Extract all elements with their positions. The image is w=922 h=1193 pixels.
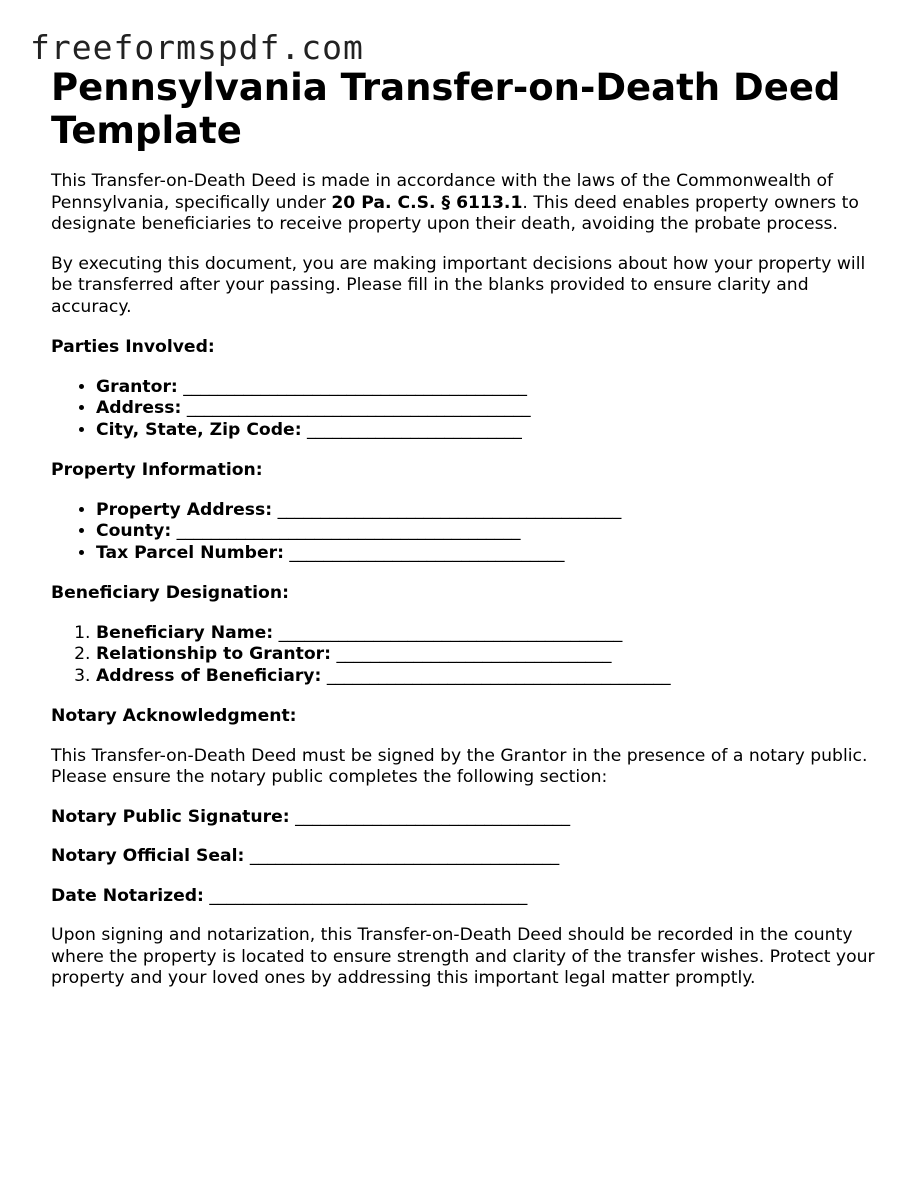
tax-parcel-number-field[interactable] <box>96 543 881 565</box>
blank-line[interactable]: ____________________________________ <box>249 846 560 866</box>
parties-list <box>51 377 881 442</box>
document-title: Pennsylvania Transfer-on-Death Deed Template <box>51 66 841 152</box>
property-list <box>51 500 881 565</box>
property-address-field[interactable] <box>96 500 881 522</box>
field-label: Address of Beneficiary: <box>96 665 322 686</box>
notary-instructions: This Transfer-on-Death Deed must be signed by the Grantor in the presence of a notary public. Please ensure the notary public completes the following section: <box>51 745 868 787</box>
field-label: Notary Official Seal: <box>51 846 245 866</box>
field-label: Address: <box>96 398 182 418</box>
document-body <box>51 66 881 990</box>
field-label: City, State, Zip Code: <box>96 419 302 440</box>
notary-signature-field[interactable] <box>51 807 881 829</box>
blank-line[interactable]: ________________________________________ <box>277 499 622 520</box>
county-field[interactable] <box>96 521 881 543</box>
blank-line[interactable]: _____________________________________ <box>209 885 528 906</box>
blank-line[interactable]: ________________________________________ <box>176 521 521 541</box>
intro-text-before: This Transfer-on-Death Deed is made in accordance with the laws of the Commonwealth of Pennsylvania, specifically under <box>51 171 834 213</box>
field-label: Beneficiary Name: <box>96 622 274 643</box>
blank-line[interactable]: ________________________________________ <box>278 622 623 643</box>
intro-text-after: . This deed enables property owners to designate beneficiaries to receive property upon their death, avoiding the probate process. <box>51 192 859 234</box>
property-heading: Property Information: <box>51 460 263 480</box>
field-label: Notary Public Signature: <box>51 806 290 827</box>
grantor-field[interactable] <box>96 377 881 399</box>
beneficiary-name-field[interactable] <box>96 623 881 645</box>
field-label: County: <box>96 521 172 541</box>
statute-reference: 20 Pa. C.S. § 6113.1 <box>331 192 523 213</box>
field-label: Relationship to Grantor: <box>96 644 331 664</box>
blank-line[interactable]: ________________________________ <box>295 806 571 827</box>
blank-line[interactable]: ________________________________________ <box>326 665 671 686</box>
blank-line[interactable]: _________________________ <box>307 419 522 440</box>
blank-line[interactable]: ________________________________________ <box>183 376 528 397</box>
parties-heading: Parties Involved: <box>51 337 215 357</box>
blank-line[interactable]: ________________________________ <box>336 644 612 664</box>
relationship-field[interactable] <box>96 644 881 666</box>
watermark: freeformspdf.com <box>30 28 364 67</box>
beneficiary-list <box>51 623 881 688</box>
blank-line[interactable]: ________________________________________ <box>186 398 531 418</box>
blank-line[interactable]: ________________________________ <box>289 542 565 563</box>
intro-paragraph-2: By executing this document, you are making important decisions about how your property will be transferred after your passing. Please fill in the blanks provided to ensure clarity and accuracy. <box>51 253 866 317</box>
field-label: Property Address: <box>96 499 273 520</box>
date-notarized-field[interactable] <box>51 886 881 908</box>
beneficiary-heading: Beneficiary Designation: <box>51 583 289 603</box>
field-label: Tax Parcel Number: <box>96 542 284 563</box>
field-label: Grantor: <box>96 376 178 397</box>
city-state-zip-field[interactable] <box>96 420 881 442</box>
beneficiary-address-field[interactable] <box>96 666 881 688</box>
address-field[interactable] <box>96 398 881 420</box>
intro-paragraph-1 <box>51 171 881 236</box>
closing-paragraph: Upon signing and notarization, this Transfer-on-Death Deed should be recorded in the county where the property is located to ensure strength and clarity of the transfer wishes. Protect your property and your loved ones by addressing this important legal matter promptly. <box>51 925 875 988</box>
notary-seal-field[interactable] <box>51 846 881 868</box>
notary-heading: Notary Acknowledgment: <box>51 706 297 726</box>
field-label: Date Notarized: <box>51 885 204 906</box>
